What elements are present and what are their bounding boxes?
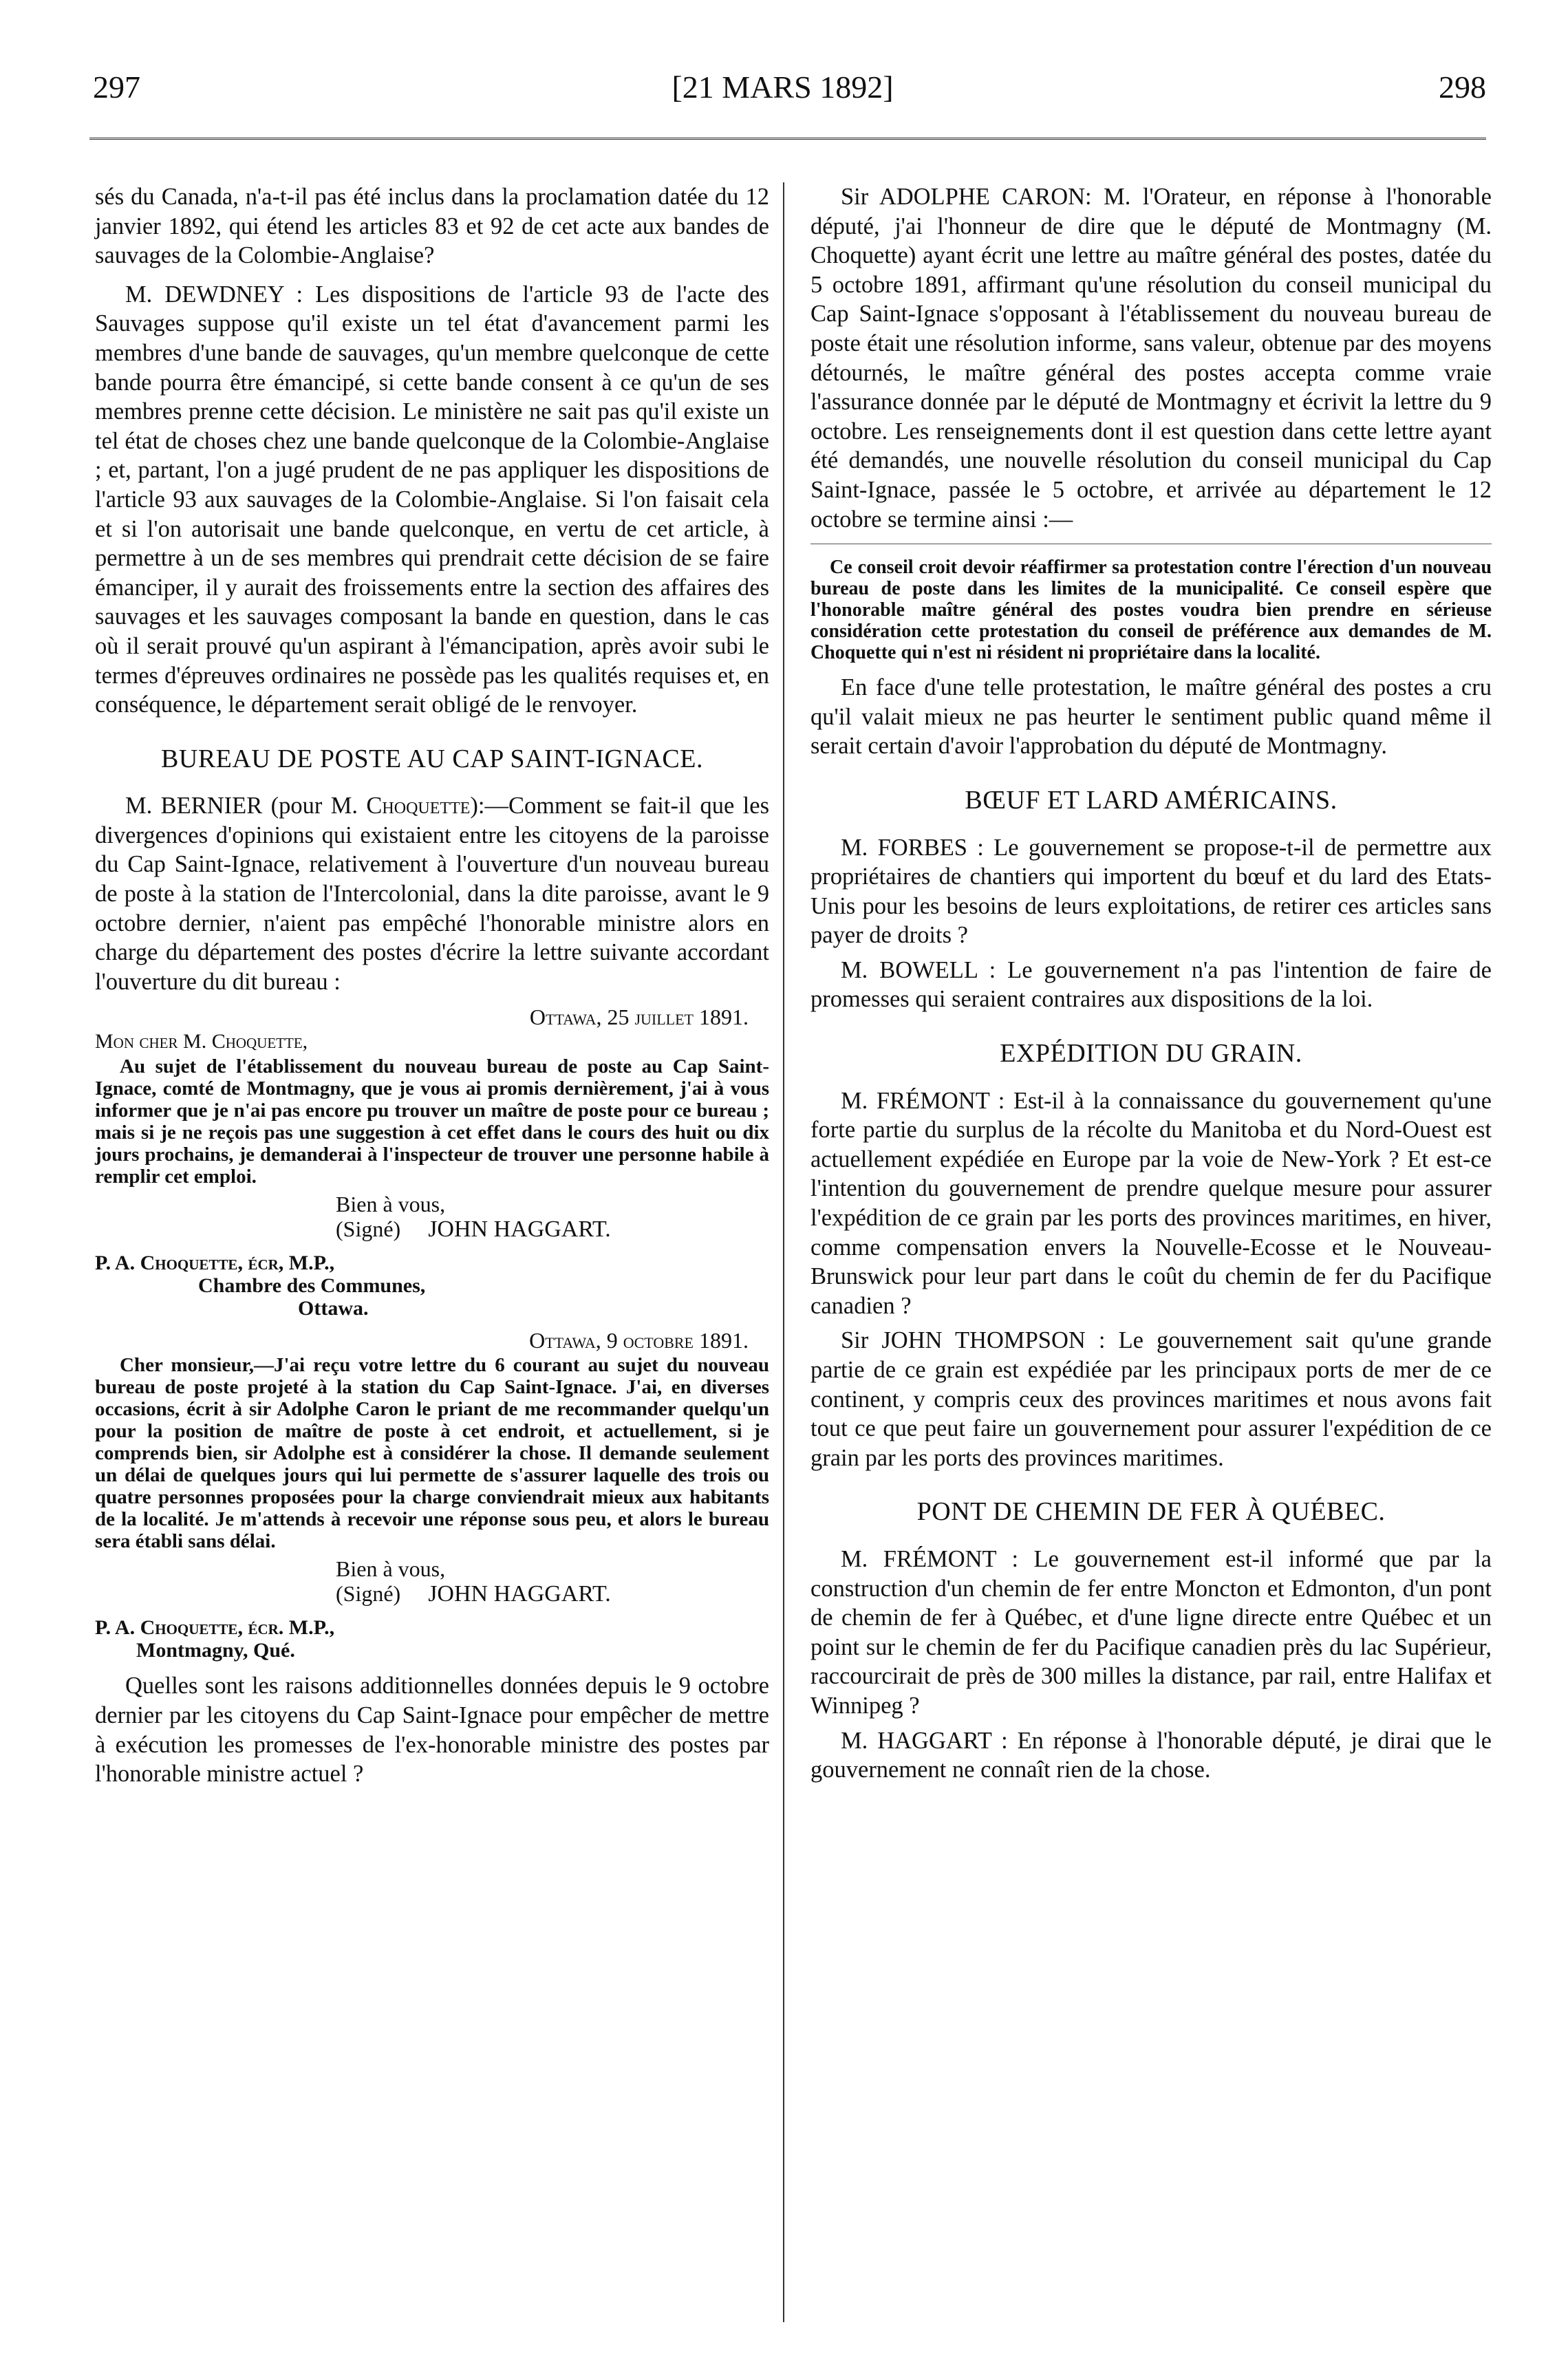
letter-place-date: Ottawa, 9 octobre 1891. <box>529 1328 749 1353</box>
address-line: Montmagny, Qué. <box>136 1639 295 1662</box>
quotation <box>810 557 1492 663</box>
header-date: [21 MARS 1892] <box>672 69 894 105</box>
letter <box>95 1006 769 1188</box>
closing-line: Bien à vous, <box>336 1192 446 1217</box>
letter-salutation: Mon cher M. Choquette, <box>95 1030 308 1053</box>
column-divider <box>783 182 784 2322</box>
paragraph: M. HAGGART : En réponse à l'honorable député, je dirai que le gouvernement ne connaît rien de la chose. <box>810 1727 1492 1783</box>
address-line: Ottawa. <box>298 1297 369 1320</box>
quote-text: Ce conseil croit devoir réaffirmer sa protestation contre l'érection d'un nouveau bureau de poste dans les limites de la municipalité. Ce conseil espère que l'honorable maître général des postes voudra bien prendre en sérieuse considération cette protestation du conseil de préférence aux demandes de M. Choquette qui n'est ni résident ni propriétaire dans la localité. <box>810 557 1492 664</box>
paragraph <box>95 791 769 996</box>
paragraph: Sir JOHN THOMPSON : Le gouvernement sait qu'une grande partie de ce grain est expédiée par les principaux ports de mer de ce continent, y compris ceux des provinces maritimes et nous avons fait tout ce que peut faire un gouvernement pour assurer l'expédition de ce grain par les ports des provinces maritimes. <box>810 1327 1492 1471</box>
section-heading: EXPÉDITION DU GRAIN. <box>1000 1039 1302 1069</box>
signature: JOHN HAGGART. <box>428 1216 611 1243</box>
page-number-left: 297 <box>93 69 140 105</box>
paragraph: M. DEWDNEY : Les dispositions de l'article 93 de l'acte des Sauvages suppose qu'il existe un tel état d'avancement parmi les membres d'une bande de sauvages, qu'un membre quelconque de cette bande pourra être émancipé, si cette bande consent à ce qu'un de ses membres prenne cette décision. Le ministère ne sait pas qu'il existe un tel état de choses chez une bande quelconque de la Colombie-Anglaise ; et, partant, l'on a jugé prudent de ne pas appliquer les dispositions de l'article 93 aux sauvages de la Colombie-Anglaise. Si l'on faisait cela et si l'on autorisait une bande quelconque, en vertu de cet article, à permettre à un de ses membres qui prendrait cette décision de se faire émanciper, il y aurait des froissements entre la section des affaires des sauvages et les sauvages composant la bande en question, dans le cas où il serait prouvé qu'un aspirant à l'émancipation, après avoir subi le termes d'épreuves ordinaires ne possède pas les qualités requises et, en conséquence, le département serait obligé de le renvoyer. <box>95 281 769 718</box>
speaker-name: Choquette <box>366 793 471 819</box>
letter-body: Cher monsieur,—J'ai reçu votre lettre du 6 courant au sujet du nouveau bureau de poste projeté à la station du Cap Saint-Ignace. J'ai, en diverses occasions, écrit à sir Adolphe Caron le priant de me recommander quelqu'un pour la position de maître de poste à cet endroit, et actuellement, si je comprends bien, sir Adolphe est à considérer la chose. Il demande seulement un délai de quelques jours qui lui permette de s'assurer laquelle des trois ou quatre personnes proposées pour la charge conviendrait mieux aux habitants de la localité. Je m'attends à recevoir une réponse sous peu, et alors le bureau sera établi sans délai. <box>95 1354 769 1553</box>
letter-address <box>95 1616 769 1662</box>
paragraph: En face d'une telle protestation, le maître général des postes a cru qu'il valait mieux ne pas heurter le sentiment public quand même il serait certain d'avoir l'approbation du député de Montmagny. <box>810 674 1492 760</box>
paragraph: M. FRÉMONT : Est-il à la connaissance du gouvernement qu'une forte partie du surplus de la récolte du Manitoba et du Nord-Ouest est actuellement expédiée en Europe par la voie de New-York ? Et est-ce l'intention du gouvernement de prendre quelque mesure pour assurer l'expédition de ce grain par les ports des provinces maritimes, en hiver, comme compensation envers la Nouvelle-Ecosse et le Nouveau-Brunswick pour leur part dans le coût du chemin de fer du Pacifique canadien ? <box>810 1087 1492 1319</box>
letter-address <box>95 1252 769 1320</box>
letter-closing <box>95 1192 769 1242</box>
left-column <box>95 182 769 1789</box>
paragraph: M. FORBES : Le gouvernement se propose-t-il de permettre aux propriétaires de chantiers qui importent du bœuf et du lard des Etats-Unis pour les besoins de leurs exploitations, de retirer ces articles sans payer de droits ? <box>810 834 1492 949</box>
section-heading: BŒUF ET LARD AMÉRICAINS. <box>965 785 1338 815</box>
signature: JOHN HAGGART. <box>428 1581 611 1607</box>
letter-closing <box>95 1556 769 1607</box>
paragraph: M. FRÉMONT : Le gouvernement est-il informé que par la construction d'un chemin de fer entre Moncton et Edmonton, d'un pont de chemin de fer à Québec, et d'une ligne directe entre Québec et un point sur le chemin de fer du Pacifique canadien près du lac Supérieur, raccourcirait de près de 300 milles la distance, par rail, entre Halifax et Winnipeg ? <box>810 1545 1492 1719</box>
speaker: M. BERNIER (pour M. <box>125 793 367 819</box>
section-heading: BUREAU DE POSTE AU CAP SAINT-IGNACE. <box>161 744 703 773</box>
letter <box>95 1329 769 1552</box>
paragraph-text: ):—Comment se fait-il que les divergences d'opinions qui existaient entre les citoyens de la paroisse du Cap Saint-Ignace, relativement à l'ouverture d'un nouveau bureau de poste à la station de l'Intercolonial, dans la dite paroisse, avant le 9 octobre dernier, n'aient pas empêché l'honorable ministre alors en charge du département des postes d'écrire la lettre suivante accordant l'ouverture du dit bureau : <box>95 793 769 995</box>
paragraph: M. BOWELL : Le gouvernement n'a pas l'intention de faire de promesses qui seraient contraires aux dispositions de la loi. <box>810 956 1492 1013</box>
letter-body: Au sujet de l'établissement du nouveau bureau de poste au Cap Saint-Ignace, comté de Montmagny, que je vous ai promis dernièrement, j'ai à vous informer que je n'ai pas encore pu trouver un maître de poste pour ce bureau ; mais si je ne reçois pas une suggestion à cet effet dans le cours des huit ou dix jours prochains, je demanderai à l'inspecteur de trouver une personne habile à remplir cet emploi. <box>95 1055 769 1188</box>
letter-place-date: Ottawa, 25 juillet 1891. <box>529 1005 749 1030</box>
page-number-right: 298 <box>1439 69 1486 105</box>
right-column <box>810 182 1492 1785</box>
section-heading: PONT DE CHEMIN DE FER À QUÉBEC. <box>916 1497 1386 1527</box>
header-rule <box>89 138 1486 140</box>
paragraph: Sir ADOLPHE CARON: M. l'Orateur, en réponse à l'honorable député, j'ai l'honneur de dire que le député de Montmagny (M. Choquette) ayant écrit une lettre au maître général des postes, datée du 5 octobre 1891, affirmant qu'une résolution du conseil municipal du Cap Saint-Ignace s'opposant à l'établissement du nouveau bureau de poste était une résolution informe, sans valeur, obtenue par des moyens détournés, le maître général des postes accepta comme vraie l'assurance donnée par le député de Montmagny et écrivit la lettre du 9 octobre. Les renseignements dont il est question dans cette lettre ayant été demandés, une nouvelle résolution du conseil municipal du Cap Saint-Ignace, passée le 5 octobre, et arrivée au département le 12 octobre se termine ainsi :— <box>810 184 1492 533</box>
address-line: P. A. Choquette, écr, M.P., <box>95 1252 335 1275</box>
signature-line <box>95 1581 769 1607</box>
closing-line: Bien à vous, <box>336 1556 446 1582</box>
page-header <box>79 69 1486 110</box>
signed-label: (Signé) <box>336 1581 401 1607</box>
paragraph: Quelles sont les raisons additionnelles données depuis le 9 octobre dernier par les citoyens du Cap Saint-Ignace pour empêcher de mettre à exécution les promesses de l'ex-honorable ministre des postes par l'honorable ministre actuel ? <box>95 1673 769 1788</box>
signed-label: (Signé) <box>336 1216 401 1242</box>
signature-line <box>95 1216 769 1242</box>
address-line: P. A. Choquette, écr. M.P., <box>95 1616 335 1640</box>
address-line: Chambre des Communes, <box>198 1274 426 1298</box>
paragraph: sés du Canada, n'a-t-il pas été inclus dans la proclamation datée du 12 janvier 1892, qui étend les articles 83 et 92 de cet acte aux bandes de sauvages de la Colombie-Anglaise? <box>95 184 769 269</box>
